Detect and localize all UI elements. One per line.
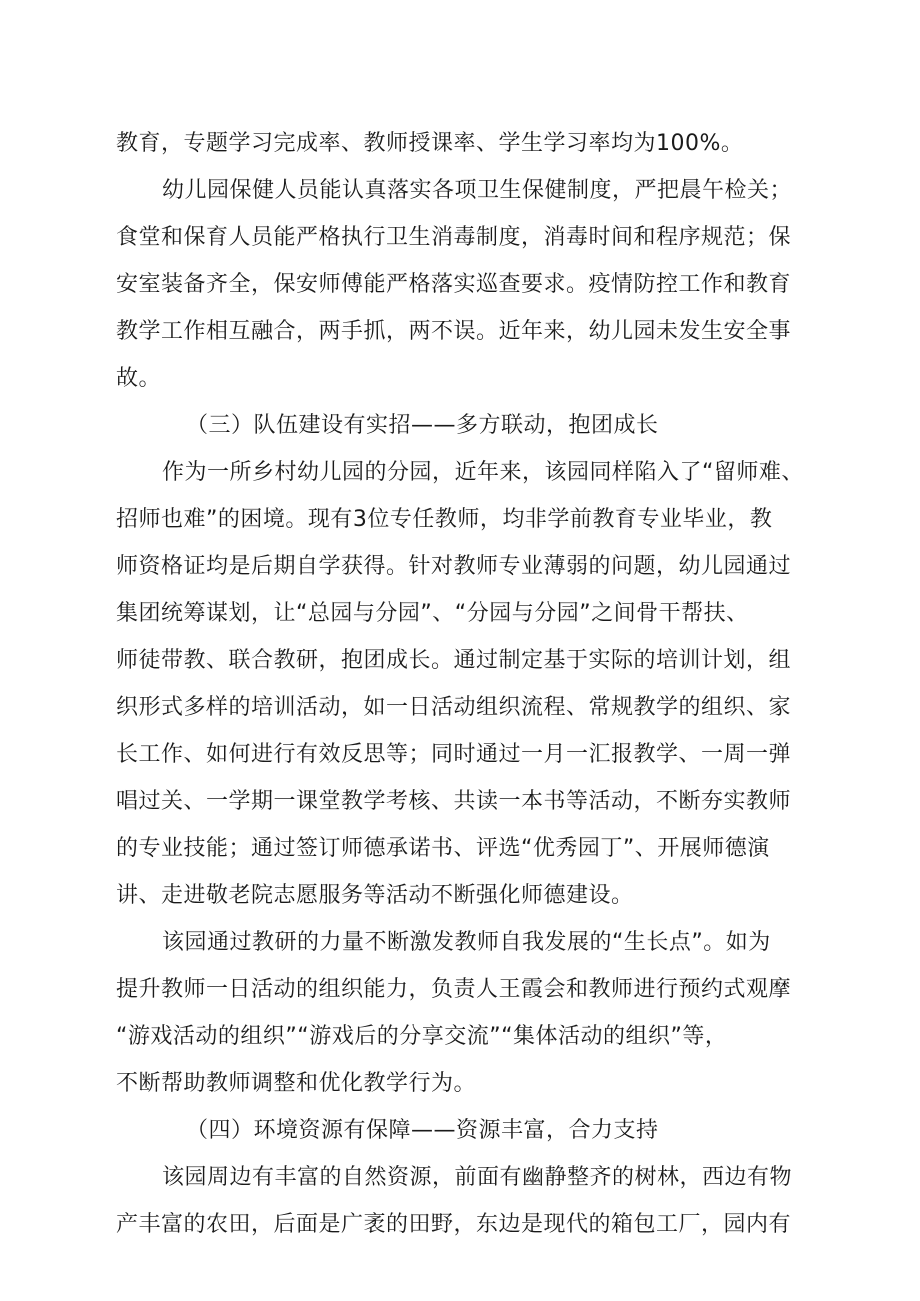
text-line: 讲、走进敬老院志愿服务等活动不断强化师德建设。 xyxy=(116,883,634,908)
text-line: 唱过关、一学期一课堂教学考核、共读一本书等活动，不断夯实教师 xyxy=(116,789,792,814)
paragraph-start-line: 幼儿园保健人员能认真落实各项卫生保健制度，严把晨午检关； xyxy=(162,178,793,203)
text-line: 长工作、如何进行有效反思等；同时通过一月一汇报教学、一周一弹 xyxy=(116,742,792,767)
text-line: 教育，专题学习完成率、教师授课率、学生学习率均为100%。 xyxy=(116,131,744,156)
text-line: 师徒带教、联合教研，抱团成长。通过制定基于实际的培训计划，组 xyxy=(116,648,792,673)
text-line: 织形式多样的培训活动，如一日活动组织流程、常规教学的组织、家 xyxy=(116,695,792,720)
section-heading: （四）环境资源有保障——资源丰富，合力支持 xyxy=(186,1118,659,1143)
text-line: 招师也难”的困境。现有3位专任教师，均非学前教育专业毕业，教 xyxy=(116,507,773,532)
text-line: 产丰富的农田，后面是广袤的田野，东边是现代的箱包工厂，园内有 xyxy=(116,1212,792,1237)
paragraph-start-line: 作为一所乡村幼儿园的分园，近年来，该园同样陷入了“留师难、 xyxy=(162,460,804,485)
section-heading: （三）队伍建设有实招——多方联动，抱团成长 xyxy=(186,413,659,438)
text-line: 教学工作相互融合，两手抓，两不误。近年来，幼儿园未发生安全事 xyxy=(116,319,792,344)
text-line: 集团统筹谋划，让“总园与分园”、“分园与分园”之间骨干帮扶、 xyxy=(116,601,749,626)
text-line: 提升教师一日活动的组织能力，负责人王霞会和教师进行预约式观摩 xyxy=(116,977,792,1002)
paragraph-start-line: 该园通过教研的力量不断激发教师自我发展的“生长点”。如为 xyxy=(162,930,771,955)
text-line: 安室装备齐全，保安师傅能严格落实巡查要求。疫情防控工作和教育 xyxy=(116,272,792,297)
text-line: 师资格证均是后期自学获得。针对教师专业薄弱的问题，幼儿园通过 xyxy=(116,554,792,579)
text-line: “游戏活动的组织”“游戏后的分享交流”“集体活动的组织”等， xyxy=(116,1024,728,1049)
paragraph-start-line: 该园周边有丰富的自然资源，前面有幽静整齐的树林，西边有物 xyxy=(162,1165,793,1190)
text-line: 故。 xyxy=(116,366,162,391)
text-line: 不断帮助教师调整和优化教学行为。 xyxy=(116,1071,477,1096)
text-line: 食堂和保育人员能严格执行卫生消毒制度，消毒时间和程序规范；保 xyxy=(116,225,792,250)
text-line: 的专业技能；通过签订师德承诺书、评选“优秀园丁”、开展师德演 xyxy=(116,836,770,861)
